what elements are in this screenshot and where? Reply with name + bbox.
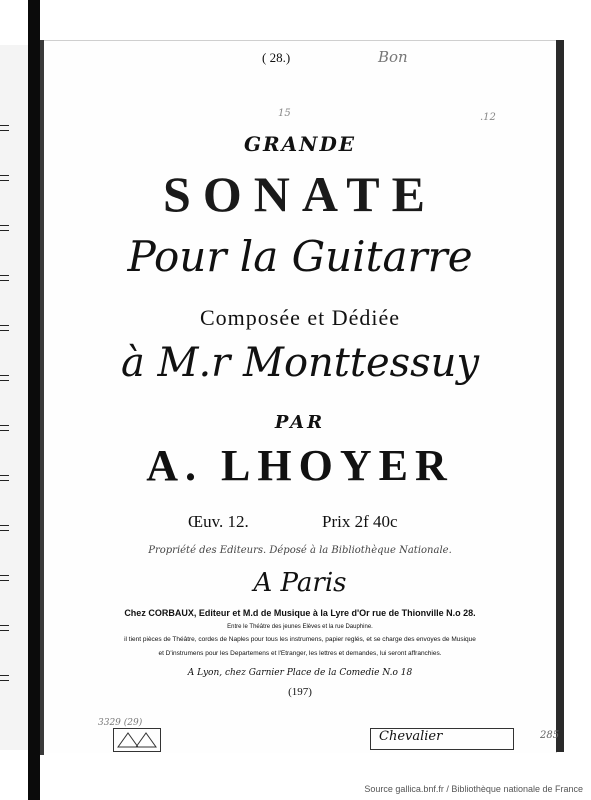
margin-mark-right: .12 — [480, 112, 496, 123]
publisher-line: Chez CORBAUX, Editeur et M.d de Musique à la Lyre d'Or rue de Thionville N.o 28. — [124, 608, 476, 618]
staff-tick — [0, 325, 9, 331]
source-credit: Source gallica.bnf.fr / Bibliothèque nationale de France — [364, 784, 583, 794]
property-notice: Propriété des Editeurs. Déposé à la Bibliothèque Nationale. — [148, 545, 452, 556]
composer-name: A. LHOYER — [146, 441, 454, 490]
staff-tick — [0, 575, 9, 581]
margin-mark-left: 15 — [278, 108, 291, 119]
book-spine — [28, 0, 40, 800]
pencil-note: Bon — [378, 48, 408, 66]
staff-tick — [0, 675, 9, 681]
subtitle-composee: Composée et Dédiée — [199, 305, 401, 330]
title-sonate: SONATE — [163, 166, 437, 222]
staff-tick — [0, 225, 9, 231]
page-number: ( 28.) — [262, 50, 291, 65]
right-page-edge — [556, 40, 564, 752]
stock-line-2: et D'instrumens pour les Departemens et l'Etranger, les lettres et demandes, lui seront affranchies. — [158, 650, 442, 657]
library-stamp — [113, 728, 161, 752]
staff-tick — [0, 175, 9, 181]
stamp-emblem-icon — [114, 729, 160, 751]
dedicatee: à M.r Monttessuy — [120, 340, 480, 386]
left-page-edge — [0, 45, 31, 750]
staff-tick — [0, 375, 9, 381]
shelf-mark: 3329 (29) — [98, 718, 143, 728]
staff-tick — [0, 125, 9, 131]
title-grande: GRANDE — [243, 132, 357, 156]
lyon-line: A Lyon, chez Garnier Place de la Comedie N.o 18 — [187, 668, 413, 678]
title-pour-la-guitarre: Pour la Guitarre — [127, 232, 473, 281]
location-line: Entre le Théâtre des jeunes Elèves et la rue Dauphine. — [227, 624, 373, 630]
opus-number: Œuv. 12. — [188, 512, 249, 531]
signature-stamp: Chevalier — [370, 728, 514, 750]
plate-number: (197) — [288, 686, 312, 698]
staff-tick — [0, 475, 9, 481]
stock-line-1: il tient pièces de Théâtre, cordes de Naples pour tous les instrumens, papier reglés, et se charge des envoyes de Musique — [124, 636, 476, 643]
price: Prix 2f 40c — [322, 512, 398, 531]
city-a-paris: A Paris — [253, 568, 347, 598]
staff-tick — [0, 275, 9, 281]
par-label: PAR — [274, 412, 326, 433]
right-number: 285 — [540, 730, 560, 741]
staff-tick — [0, 425, 9, 431]
staff-tick — [0, 525, 9, 531]
staff-tick — [0, 625, 9, 631]
